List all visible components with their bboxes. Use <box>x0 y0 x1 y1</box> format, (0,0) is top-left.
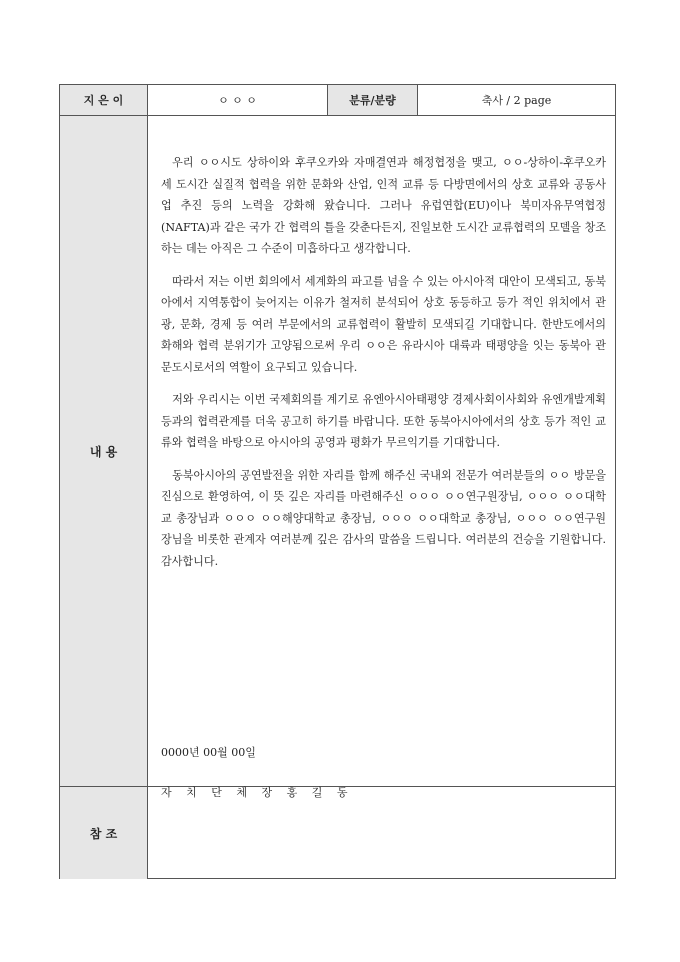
paragraph-4: 동북아시아의 공연발전을 위한 자리를 함께 해주신 국내외 전문가 여러분들의 ㅇㅇ 방문을 진심으로 환영하여, 이 뜻 깊은 자리를 마련해주신 ㅇㅇㅇ ㅇㅇ연구원장님, ㅇㅇㅇ ㅇㅇ대학교 총장님과 ㅇㅇㅇ ㅇㅇ해양대학교 총장님, ㅇㅇㅇ ㅇㅇ대학교 총장님, ㅇㅇㅇ ㅇㅇ연구원장님을 비롯한 관계자 여러분께 깊은 감사의 말씀을 드립니다. 여러분의 건승을 기원합니다. 감사합니다. <box>161 468 606 568</box>
content-row <box>60 116 615 799</box>
content-text <box>161 152 606 583</box>
signature: 자 치 단 체 장 홍 길 동 <box>161 786 353 799</box>
author-value: ㅇ ㅇ ㅇ <box>148 85 328 115</box>
header-row <box>60 85 615 116</box>
reference-row <box>60 787 615 879</box>
document-form <box>59 84 616 879</box>
speech-date: 0000년 00월 00일 <box>161 746 256 759</box>
category-label: 분류/분량 <box>328 85 418 115</box>
paragraph-1: 우리 ㅇㅇ시도 상하이와 후쿠오카와 자매결연과 해정협정을 맺고, ㅇㅇ-상하이-후쿠오카 세 도시간 실질적 협력을 위한 문화와 산업, 인적 교류 등 다방면에서의 상호 교류와 공동사업 추진 등의 노력을 강화해 왔습니다. 그러나 유럽연합(EU)이나 북미자유무역협정(NAFTA)과 같은 국가 간 협력의 틀을 갖춘다든지, 진일보한 도시간 교류협력의 모델을 창조하는 데는 아직은 그 수준이 미흡하다고 생각합니다. <box>161 156 606 255</box>
content-label: 내 용 <box>60 116 148 786</box>
reference-label: 참 조 <box>60 787 148 879</box>
paragraph-3: 저와 우리시는 이번 국제회의를 계기로 유엔아시아태평양 경제사회이사회와 유엔개발계획 등과의 협력관계를 더욱 공고히 하기를 바랍니다. 또한 동북아시아에서의 상호 등가 적인 교류와 협력을 바탕으로 아시아의 공영과 평화가 무르익기를 기대합니다. <box>161 393 606 449</box>
category-value: 축사 / 2 page <box>481 94 552 107</box>
author-label: 지 은 이 <box>60 85 148 115</box>
paragraph-2: 따라서 저는 이번 회의에서 세계화의 파고를 넘을 수 있는 아시아적 대안이 모색되고, 동북아에서 지역통합이 늦어지는 이유가 철저히 분석되어 상호 동등하고 등가 적인 위치에서 관광, 문화, 경제 등 여러 부문에서의 교류협력이 활발히 모색되길 기대합니다. 한반도에서의 화해와 협력 분위기가 고양됨으로써 우리 ㅇㅇ은 유라시아 대륙과 태평양을 잇는 동북아 관문도시로서의 역할이 요구되고 있습니다. <box>161 274 606 374</box>
